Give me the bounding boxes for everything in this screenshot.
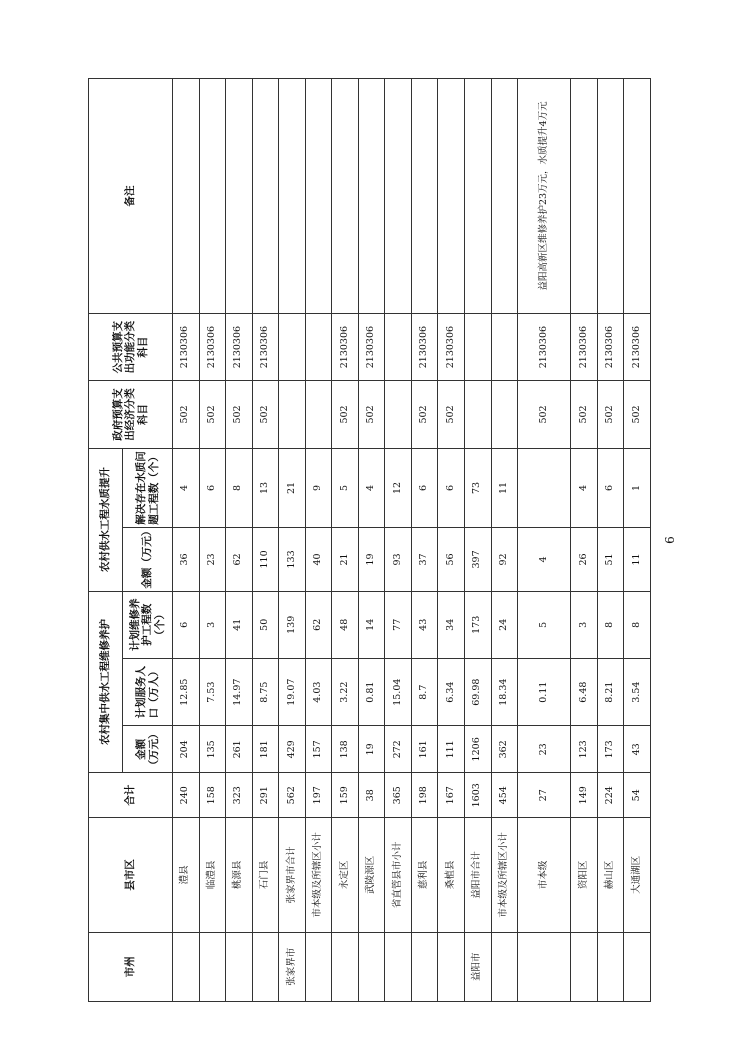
cell-city — [385, 932, 412, 1001]
cell-city — [411, 932, 438, 1001]
cell-amount-quality: 133 — [279, 528, 306, 591]
cell-quality-count: 6 — [597, 448, 624, 528]
cell-amount-quality: 40 — [305, 528, 332, 591]
cell-city: 益阳市 — [465, 932, 492, 1001]
cell-total: 454 — [491, 773, 518, 818]
cell-quality-count: 1 — [624, 448, 651, 528]
cell-amount-quality: 23 — [199, 528, 226, 591]
cell-remark — [465, 79, 492, 314]
cell-population: 4.03 — [305, 658, 332, 725]
cell-amount-maintenance: 261 — [226, 726, 253, 773]
cell-city — [571, 932, 598, 1001]
cell-amount-maintenance: 123 — [571, 726, 598, 773]
cell-gov-class: 502 — [571, 381, 598, 448]
table-row — [279, 79, 306, 1002]
cell-gov-class — [305, 381, 332, 448]
cell-quality-count: 5 — [332, 448, 359, 528]
cell-amount-quality: 93 — [385, 528, 412, 591]
cell-amount-maintenance: 272 — [385, 726, 412, 773]
cell-gov-class: 502 — [624, 381, 651, 448]
header-maintenance-count: 计划维修养护工程数（个） — [123, 591, 173, 658]
header-gov-class: 政府预算支出经济分类科目 — [89, 381, 173, 448]
cell-county: 市本级 — [518, 818, 571, 932]
cell-total: 159 — [332, 773, 359, 818]
cell-amount-maintenance: 23 — [518, 726, 571, 773]
cell-maintenance-count: 24 — [491, 591, 518, 658]
cell-county: 张家界市合计 — [279, 818, 306, 932]
cell-quality-count: 8 — [226, 448, 253, 528]
table-row — [226, 79, 253, 1002]
cell-maintenance-count: 5 — [518, 591, 571, 658]
cell-pub-class — [385, 313, 412, 380]
cell-county: 澧县 — [173, 818, 200, 932]
cell-gov-class — [465, 381, 492, 448]
cell-maintenance-count: 41 — [226, 591, 253, 658]
cell-remark — [279, 79, 306, 314]
table-row — [411, 79, 438, 1002]
header-total: 合计 — [89, 773, 173, 818]
header-group-maintenance: 农村集中供水工程维修养护 — [89, 591, 123, 773]
cell-county: 桃源县 — [226, 818, 253, 932]
header-pub-class: 公共预算支出功能分类科目 — [89, 313, 173, 380]
cell-quality-count: 9 — [305, 448, 332, 528]
cell-county: 赫山区 — [597, 818, 624, 932]
table-row — [438, 79, 465, 1002]
cell-city — [438, 932, 465, 1001]
cell-maintenance-count: 3 — [571, 591, 598, 658]
cell-total: 291 — [252, 773, 279, 818]
cell-quality-count: 4 — [173, 448, 200, 528]
cell-pub-class: 2130306 — [332, 313, 359, 380]
cell-pub-class — [491, 313, 518, 380]
cell-pub-class: 2130306 — [438, 313, 465, 380]
cell-remark — [385, 79, 412, 314]
cell-pub-class: 2130306 — [358, 313, 385, 380]
cell-population: 14.97 — [226, 658, 253, 725]
header-remark: 备注 — [89, 79, 173, 314]
cell-gov-class: 502 — [173, 381, 200, 448]
cell-amount-quality: 19 — [358, 528, 385, 591]
cell-gov-class: 502 — [252, 381, 279, 448]
cell-amount-quality: 397 — [465, 528, 492, 591]
cell-maintenance-count: 62 — [305, 591, 332, 658]
cell-city — [518, 932, 571, 1001]
cell-amount-quality: 92 — [491, 528, 518, 591]
cell-maintenance-count: 48 — [332, 591, 359, 658]
cell-pub-class: 2130306 — [597, 313, 624, 380]
cell-city — [173, 932, 200, 1001]
cell-maintenance-count: 6 — [173, 591, 200, 658]
cell-total: 158 — [199, 773, 226, 818]
table-row — [305, 79, 332, 1002]
table-row — [597, 79, 624, 1002]
cell-pub-class: 2130306 — [173, 313, 200, 380]
cell-population: 19.07 — [279, 658, 306, 725]
cell-county: 永定区 — [332, 818, 359, 932]
cell-amount-quality: 4 — [518, 528, 571, 591]
header-county: 县市区 — [89, 818, 173, 932]
cell-amount-quality: 110 — [252, 528, 279, 591]
cell-population: 69.98 — [465, 658, 492, 725]
cell-population: 15.04 — [385, 658, 412, 725]
cell-city — [252, 932, 279, 1001]
cell-pub-class: 2130306 — [226, 313, 253, 380]
cell-remark — [597, 79, 624, 314]
cell-population: 7.53 — [199, 658, 226, 725]
cell-county: 武陵源区 — [358, 818, 385, 932]
table-row — [518, 79, 571, 1002]
cell-total: 323 — [226, 773, 253, 818]
cell-quality-count: 11 — [491, 448, 518, 528]
cell-population: 3.22 — [332, 658, 359, 725]
cell-quality-count: 6 — [411, 448, 438, 528]
cell-amount-maintenance: 173 — [597, 726, 624, 773]
cell-gov-class — [279, 381, 306, 448]
cell-remark — [252, 79, 279, 314]
rotated-table-container — [88, 78, 651, 1002]
cell-city — [597, 932, 624, 1001]
cell-total: 224 — [597, 773, 624, 818]
cell-population: 0.11 — [518, 658, 571, 725]
cell-amount-maintenance: 161 — [411, 726, 438, 773]
cell-total: 562 — [279, 773, 306, 818]
cell-gov-class: 502 — [518, 381, 571, 448]
cell-pub-class: 2130306 — [199, 313, 226, 380]
table-row — [199, 79, 226, 1002]
cell-total: 167 — [438, 773, 465, 818]
cell-total: 27 — [518, 773, 571, 818]
table-row — [571, 79, 598, 1002]
cell-maintenance-count: 14 — [358, 591, 385, 658]
cell-city: 张家界市 — [279, 932, 306, 1001]
cell-amount-maintenance: 19 — [358, 726, 385, 773]
cell-city — [491, 932, 518, 1001]
cell-quality-count: 4 — [358, 448, 385, 528]
cell-gov-class: 502 — [438, 381, 465, 448]
cell-pub-class: 2130306 — [571, 313, 598, 380]
cell-amount-quality: 21 — [332, 528, 359, 591]
cell-remark: 益阳高新区维修养护23万元，水质提升4万元 — [518, 79, 571, 314]
cell-gov-class: 502 — [332, 381, 359, 448]
cell-total: 197 — [305, 773, 332, 818]
budget-table — [88, 78, 651, 1002]
header-population: 计划服务人口（万人） — [123, 658, 173, 725]
cell-amount-maintenance: 138 — [332, 726, 359, 773]
cell-city — [624, 932, 651, 1001]
cell-amount-quality: 26 — [571, 528, 598, 591]
cell-remark — [226, 79, 253, 314]
table-row — [332, 79, 359, 1002]
cell-pub-class — [465, 313, 492, 380]
header-amount-quality: 金额（万元） — [123, 528, 173, 591]
cell-amount-maintenance: 362 — [491, 726, 518, 773]
cell-quality-count: 21 — [279, 448, 306, 528]
cell-county: 市本级及所辖区小计 — [305, 818, 332, 932]
cell-amount-quality: 62 — [226, 528, 253, 591]
cell-county: 益阳市合计 — [465, 818, 492, 932]
cell-amount-maintenance: 111 — [438, 726, 465, 773]
cell-total: 365 — [385, 773, 412, 818]
cell-maintenance-count: 34 — [438, 591, 465, 658]
cell-gov-class: 502 — [358, 381, 385, 448]
table-row — [624, 79, 651, 1002]
table-row — [252, 79, 279, 1002]
cell-population: 0.81 — [358, 658, 385, 725]
cell-county: 资阳区 — [571, 818, 598, 932]
header-quality-count: 解决存在水质问题工程数（个） — [123, 448, 173, 528]
cell-population: 18.34 — [491, 658, 518, 725]
cell-quality-count: 6 — [438, 448, 465, 528]
rotated-page-frame — [88, 78, 651, 1002]
cell-maintenance-count: 8 — [597, 591, 624, 658]
cell-maintenance-count: 77 — [385, 591, 412, 658]
cell-amount-quality: 11 — [624, 528, 651, 591]
cell-county: 石门县 — [252, 818, 279, 932]
cell-total: 240 — [173, 773, 200, 818]
cell-city — [226, 932, 253, 1001]
cell-amount-maintenance: 181 — [252, 726, 279, 773]
cell-maintenance-count: 3 — [199, 591, 226, 658]
cell-total: 1603 — [465, 773, 492, 818]
cell-pub-class: 2130306 — [518, 313, 571, 380]
cell-remark — [332, 79, 359, 314]
cell-total: 149 — [571, 773, 598, 818]
table-row — [385, 79, 412, 1002]
cell-population: 3.54 — [624, 658, 651, 725]
cell-remark — [305, 79, 332, 314]
cell-amount-maintenance: 157 — [305, 726, 332, 773]
cell-pub-class: 2130306 — [624, 313, 651, 380]
cell-population: 12.85 — [173, 658, 200, 725]
cell-amount-maintenance: 43 — [624, 726, 651, 773]
cell-city — [199, 932, 226, 1001]
cell-county: 大通湖区 — [624, 818, 651, 932]
cell-quality-count: 73 — [465, 448, 492, 528]
header-group-quality: 农村供水工程水质提升 — [89, 448, 123, 591]
cell-remark — [358, 79, 385, 314]
cell-county: 桑植县 — [438, 818, 465, 932]
cell-pub-class: 2130306 — [411, 313, 438, 380]
header-city: 市州 — [89, 932, 173, 1001]
table-body — [173, 79, 651, 1002]
cell-pub-class — [305, 313, 332, 380]
cell-maintenance-count: 173 — [465, 591, 492, 658]
cell-amount-maintenance: 1206 — [465, 726, 492, 773]
cell-gov-class: 502 — [226, 381, 253, 448]
cell-amount-quality: 56 — [438, 528, 465, 591]
cell-county: 省直管县市小计 — [385, 818, 412, 932]
cell-city — [358, 932, 385, 1001]
header-amount-maintenance: 金额（万元） — [123, 726, 173, 773]
table-row — [173, 79, 200, 1002]
cell-population: 8.75 — [252, 658, 279, 725]
cell-pub-class — [279, 313, 306, 380]
cell-population: 6.34 — [438, 658, 465, 725]
cell-total: 54 — [624, 773, 651, 818]
table-row — [491, 79, 518, 1002]
cell-maintenance-count: 139 — [279, 591, 306, 658]
cell-remark — [199, 79, 226, 314]
cell-quality-count: 4 — [571, 448, 598, 528]
cell-remark — [624, 79, 651, 314]
cell-total: 198 — [411, 773, 438, 818]
cell-pub-class: 2130306 — [252, 313, 279, 380]
cell-remark — [411, 79, 438, 314]
cell-population: 8.21 — [597, 658, 624, 725]
cell-city — [332, 932, 359, 1001]
cell-maintenance-count: 50 — [252, 591, 279, 658]
page-number: 6 — [663, 536, 677, 544]
cell-city — [305, 932, 332, 1001]
cell-population: 6.48 — [571, 658, 598, 725]
cell-amount-quality: 37 — [411, 528, 438, 591]
cell-county: 慈利县 — [411, 818, 438, 932]
table-row — [465, 79, 492, 1002]
cell-population: 8.7 — [411, 658, 438, 725]
cell-county: 临澧县 — [199, 818, 226, 932]
cell-quality-count: 13 — [252, 448, 279, 528]
cell-remark — [571, 79, 598, 314]
cell-gov-class: 502 — [597, 381, 624, 448]
cell-remark — [491, 79, 518, 314]
cell-maintenance-count: 43 — [411, 591, 438, 658]
cell-gov-class — [385, 381, 412, 448]
table-row — [358, 79, 385, 1002]
cell-remark — [438, 79, 465, 314]
cell-amount-maintenance: 429 — [279, 726, 306, 773]
cell-gov-class: 502 — [199, 381, 226, 448]
cell-county: 市本级及所辖区小计 — [491, 818, 518, 932]
cell-amount-quality: 51 — [597, 528, 624, 591]
cell-amount-quality: 36 — [173, 528, 200, 591]
cell-amount-maintenance: 135 — [199, 726, 226, 773]
cell-gov-class: 502 — [411, 381, 438, 448]
cell-amount-maintenance: 204 — [173, 726, 200, 773]
cell-total: 38 — [358, 773, 385, 818]
cell-quality-count — [518, 448, 571, 528]
cell-gov-class — [491, 381, 518, 448]
cell-maintenance-count: 8 — [624, 591, 651, 658]
cell-quality-count: 6 — [199, 448, 226, 528]
cell-remark — [173, 79, 200, 314]
cell-quality-count: 12 — [385, 448, 412, 528]
